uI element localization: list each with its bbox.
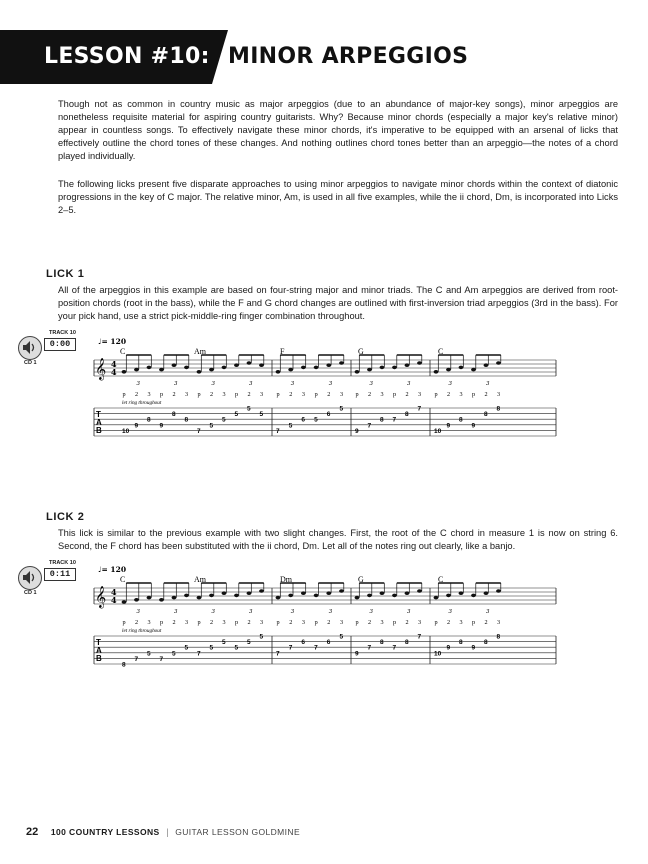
tab-fret-number: 7	[367, 422, 372, 430]
tab-clef-letter: T	[96, 638, 101, 647]
chord-symbol: C	[438, 575, 444, 584]
let-ring-instruction: let ring throughout	[122, 400, 162, 406]
picking-mark: p	[122, 619, 126, 626]
tab-fret-number: 9	[471, 422, 476, 430]
note-head	[147, 596, 152, 600]
tab-fret-number: 8	[122, 661, 126, 669]
picking-mark: 3	[380, 619, 384, 626]
tab-fret-number: 5	[147, 650, 151, 658]
page-number: 22	[26, 826, 39, 838]
note-head	[276, 596, 281, 600]
picking-mark: 3	[497, 619, 501, 626]
tab-clef-letter: A	[96, 418, 102, 427]
triplet-number: 3	[486, 609, 490, 615]
note-head	[484, 363, 489, 367]
tab-fret-number: 5	[222, 416, 226, 424]
note-head	[184, 594, 189, 598]
tab-fret-number: 5	[259, 411, 264, 419]
note-head	[367, 594, 372, 598]
picking-mark: 2	[368, 619, 372, 626]
tab-fret-number: 9	[355, 427, 359, 435]
tab-fret-number: 9	[355, 650, 359, 658]
tab-fret-number: 5	[184, 644, 189, 652]
triplet-number: 3	[486, 381, 490, 387]
note-head	[405, 591, 410, 595]
note-head	[234, 363, 239, 367]
picking-mark: 3	[459, 391, 463, 398]
lesson-title-bar	[0, 30, 648, 84]
picking-mark: p	[276, 619, 280, 626]
picking-mark: p	[122, 391, 126, 398]
note-head	[288, 368, 293, 372]
triplet-number: 3	[328, 381, 333, 387]
note-head	[417, 361, 422, 365]
picking-mark: p	[472, 391, 476, 398]
tab-fret-number: 5	[339, 633, 344, 641]
tab-fret-number: 9	[159, 422, 164, 430]
tab-fret-number: 7	[276, 650, 280, 658]
chord-symbol: C	[120, 347, 126, 356]
note-head	[247, 591, 252, 595]
tab-fret-number: 7	[276, 427, 280, 435]
note-head	[147, 366, 152, 370]
let-ring-instruction: let ring throughout	[122, 628, 162, 634]
note-head	[434, 370, 439, 374]
picking-mark: 3	[497, 391, 501, 398]
tab-fret-number: 5	[259, 633, 264, 641]
lick-1-notation	[86, 334, 626, 446]
picking-mark: 2	[247, 619, 251, 626]
note-head	[259, 363, 264, 367]
triplet-number: 3	[174, 381, 178, 387]
picking-mark: 2	[484, 619, 488, 626]
picking-mark: p	[235, 619, 239, 626]
track-label: TRACK 10	[49, 560, 76, 566]
picking-mark: 2	[210, 391, 214, 398]
note-head	[301, 591, 306, 595]
picking-mark: p	[197, 391, 201, 398]
note-head	[392, 366, 397, 370]
treble-clef: 𝄞	[95, 358, 107, 380]
picking-mark: 2	[368, 391, 372, 398]
picking-mark: 3	[418, 391, 422, 398]
time-signature-bottom: 4	[111, 367, 117, 377]
picking-mark: p	[276, 391, 280, 398]
tab-fret-number: 8	[484, 639, 488, 647]
picking-mark: 3	[147, 391, 151, 398]
tab-fret-number: 8	[459, 416, 463, 424]
picking-mark: 2	[172, 619, 176, 626]
picking-mark: p	[355, 619, 359, 626]
picking-mark: 3	[418, 619, 422, 626]
triplet-number: 3	[407, 609, 411, 615]
note-head	[392, 594, 397, 598]
book-title: GUITAR LESSON GOLDMINE	[175, 827, 301, 837]
note-head	[326, 591, 331, 595]
picking-mark: p	[160, 619, 164, 626]
tab-fret-number: 7	[159, 655, 164, 663]
chord-symbol: Am	[194, 575, 206, 584]
picking-mark: p	[314, 619, 318, 626]
picking-mark: 2	[289, 619, 293, 626]
note-head	[222, 591, 227, 595]
tab-fret-number: 5	[247, 405, 251, 413]
picking-mark: 3	[301, 619, 305, 626]
picking-mark: 2	[327, 391, 331, 398]
intro-paragraph-2: The following licks present five disparate approaches to using minor arpeggios to navigate minor chords within the context of diatonic progressions in the key of C major. The relative minor, Am, is used in all five examples, while the ii chord, Dm, is incorporated into Licks 2–5.	[58, 179, 618, 215]
triplet-number: 3	[290, 381, 295, 387]
tab-fret-number: 10	[434, 427, 442, 435]
picking-mark: 2	[289, 391, 293, 398]
tab-fret-number: 9	[134, 422, 139, 430]
tab-fret-number: 7	[288, 644, 293, 652]
picking-mark: 3	[340, 391, 344, 398]
picking-mark: 2	[210, 619, 214, 626]
note-head	[459, 366, 464, 370]
tab-fret-number: 8	[380, 639, 384, 647]
picking-mark: 2	[405, 391, 409, 398]
picking-mark: 3	[147, 619, 151, 626]
picking-mark: p	[472, 619, 476, 626]
picking-mark: 2	[447, 619, 451, 626]
note-head	[134, 368, 139, 372]
note-head	[484, 591, 489, 595]
picking-mark: 2	[447, 391, 451, 398]
picking-mark: 3	[459, 619, 463, 626]
chord-symbol: F	[280, 347, 285, 356]
note-head	[209, 368, 214, 372]
note-head	[301, 366, 306, 370]
tab-fret-number: 8	[405, 639, 409, 647]
tab-fret-number: 7	[314, 644, 318, 652]
tab-fret-number: 5	[247, 639, 251, 647]
tab-fret-number: 6	[301, 639, 306, 647]
tab-fret-number: 9	[471, 644, 476, 652]
tab-fret-number: 7	[197, 650, 201, 658]
triplet-number: 3	[249, 381, 253, 387]
lick-2-notation	[86, 562, 626, 674]
note-head	[355, 596, 360, 600]
note-head	[172, 596, 177, 600]
tab-fret-number: 8	[496, 633, 501, 641]
tab-fret-number: 8	[459, 639, 463, 647]
lick-2-text: This lick is similar to the previous example with two slight changes. First, the root of the C chord in measure 1 is now on string 6. Second, the F chord has been substituted with the ii chord, Dm. Let all of the notes ring out clearly, like a banjo.	[58, 528, 618, 551]
picking-mark: 3	[185, 619, 189, 626]
triplet-number: 3	[407, 381, 411, 387]
note-head	[259, 589, 264, 593]
tab-fret-number: 7	[417, 405, 422, 413]
triplet-number: 3	[136, 609, 140, 615]
tab-fret-number: 9	[446, 422, 451, 430]
note-head	[159, 598, 164, 602]
picking-mark: 3	[380, 391, 384, 398]
chord-symbol: Dm	[280, 575, 292, 584]
tab-fret-number: 5	[209, 644, 214, 652]
note-head	[417, 589, 422, 593]
note-head	[209, 594, 214, 598]
tab-clef-letter: B	[96, 426, 102, 435]
triplet-number: 3	[174, 609, 178, 615]
note-head	[496, 361, 501, 365]
picking-mark: 3	[340, 619, 344, 626]
picking-mark: 2	[135, 391, 139, 398]
note-head	[276, 370, 281, 374]
cd-label: CD 1	[24, 360, 37, 366]
note-head	[314, 594, 319, 598]
track-time: 0:00	[44, 338, 76, 351]
tab-fret-number: 5	[234, 644, 239, 652]
note-head	[367, 368, 372, 372]
picking-mark: 3	[222, 619, 226, 626]
triplet-number: 3	[448, 609, 452, 615]
intro-paragraph-1: Though not as common in country music as major arpeggios (due to an abundance of major-key songs), minor arpeggios are nonetheless requisite material for aspiring country guitarists. Why? Because minor chords (especially a major key's relative minor) appear in countless songs. To effectively navigate these minor chords, it's imperative to be equipped with an arsenal of licks that effectively outline the chord tones of these changes. And nothing outlines chord tones better than an arpeggio—the notes of a chord played individually.	[58, 99, 618, 161]
tab-fret-number: 5	[314, 416, 318, 424]
note-head	[496, 589, 501, 593]
tab-fret-number: 7	[392, 644, 397, 652]
note-head	[222, 366, 227, 370]
note-head	[134, 598, 139, 602]
tab-fret-number: 5	[172, 650, 176, 658]
tab-fret-number: 8	[380, 416, 384, 424]
tab-fret-number: 7	[392, 416, 397, 424]
note-head	[471, 368, 476, 372]
picking-mark: 2	[484, 391, 488, 398]
tab-clef-letter: T	[96, 410, 101, 419]
tab-fret-number: 7	[417, 633, 422, 641]
lesson-title: MINOR ARPEGGIOS	[228, 44, 469, 69]
chord-symbol: Am	[194, 347, 206, 356]
picking-mark: 2	[405, 619, 409, 626]
triplet-number: 3	[448, 381, 452, 387]
chord-symbol: G	[358, 575, 364, 584]
picking-mark: p	[355, 391, 359, 398]
tab-fret-number: 8	[484, 411, 488, 419]
picking-mark: p	[160, 391, 164, 398]
note-head	[288, 594, 293, 598]
series-title: 100 COUNTRY LESSONS	[50, 827, 160, 837]
speaker-icon[interactable]	[18, 566, 42, 590]
triplet-number: 3	[369, 381, 373, 387]
note-head	[339, 361, 344, 365]
tab-fret-number: 5	[234, 411, 239, 419]
footer-separator: |	[166, 827, 169, 837]
note-head	[197, 370, 202, 374]
tab-fret-number: 6	[326, 411, 331, 419]
time-signature-bottom: 4	[111, 595, 117, 605]
note-head	[122, 370, 127, 374]
lick-2-heading: LICK 2	[46, 511, 85, 523]
note-head	[446, 594, 451, 598]
note-head	[434, 596, 439, 600]
note-head	[355, 370, 360, 374]
tab-fret-number: 10	[122, 427, 130, 435]
picking-mark: p	[434, 619, 438, 626]
triplet-number: 3	[249, 609, 253, 615]
picking-mark: p	[197, 619, 201, 626]
note-head	[234, 594, 239, 598]
triplet-number: 3	[369, 609, 373, 615]
tab-fret-number: 8	[496, 405, 501, 413]
note-head	[471, 594, 476, 598]
note-head	[247, 361, 252, 365]
tab-fret-number: 6	[326, 639, 331, 647]
note-head	[380, 591, 385, 595]
note-head	[314, 366, 319, 370]
tab-fret-number: 8	[184, 416, 189, 424]
chord-symbol: C	[120, 575, 126, 584]
note-head	[446, 368, 451, 372]
tab-fret-number: 8	[172, 411, 176, 419]
note-head	[459, 591, 464, 595]
time-signature-top: 4	[111, 359, 117, 369]
picking-mark: 3	[222, 391, 226, 398]
tab-fret-number: 5	[339, 405, 344, 413]
time-signature-top: 4	[111, 587, 117, 597]
tab-fret-number: 7	[367, 644, 372, 652]
tab-fret-number: 7	[197, 427, 201, 435]
picking-mark: 3	[301, 391, 305, 398]
tab-fret-number: 5	[288, 422, 293, 430]
note-head	[184, 366, 189, 370]
note-head	[380, 366, 385, 370]
picking-mark: 2	[247, 391, 251, 398]
chord-symbol: G	[358, 347, 364, 356]
note-head	[172, 363, 177, 367]
tab-fret-number: 8	[405, 411, 409, 419]
picking-mark: 2	[172, 391, 176, 398]
picking-mark: 3	[260, 391, 264, 398]
tab-fret-number: 5	[209, 422, 214, 430]
tab-clef-letter: A	[96, 646, 102, 655]
chord-symbol: C	[438, 347, 444, 356]
track-label: TRACK 10	[49, 330, 76, 336]
note-head	[326, 363, 331, 367]
triplet-number: 3	[136, 381, 140, 387]
lick-2-audio-track[interactable]	[16, 560, 76, 606]
lick-1-heading: LICK 1	[46, 268, 85, 280]
picking-mark: 3	[185, 391, 189, 398]
note-head	[122, 600, 127, 604]
note-head	[405, 363, 410, 367]
lesson-number: LESSON #10:	[0, 30, 212, 84]
picking-mark: 3	[260, 619, 264, 626]
picking-mark: p	[434, 391, 438, 398]
tab-clef-letter: B	[96, 654, 102, 663]
treble-clef: 𝄞	[95, 586, 107, 608]
note-head	[339, 589, 344, 593]
picking-mark: p	[235, 391, 239, 398]
note-head	[159, 368, 164, 372]
speaker-icon[interactable]	[18, 336, 42, 360]
track-time: 0:11	[44, 568, 76, 581]
page-footer	[26, 826, 300, 838]
triplet-number: 3	[211, 609, 215, 615]
tempo-marking: ♩= 120	[98, 565, 127, 574]
tab-fret-number: 8	[147, 416, 151, 424]
tab-fret-number: 7	[134, 655, 139, 663]
cd-label: CD 1	[24, 590, 37, 596]
picking-mark: 2	[327, 619, 331, 626]
picking-mark: p	[393, 619, 397, 626]
triplet-number: 3	[328, 609, 333, 615]
note-head	[197, 596, 202, 600]
picking-mark: p	[393, 391, 397, 398]
tab-fret-number: 5	[222, 639, 226, 647]
tab-fret-number: 10	[434, 650, 442, 658]
picking-mark: 2	[135, 619, 139, 626]
tempo-marking: ♩= 120	[98, 337, 127, 346]
picking-mark: p	[314, 391, 318, 398]
lick-1-text: All of the arpeggios in this example are based on four-string major and minor triads. The C and Am arpeggios are derived from root-position chords (root in the bass), while the F and G chord changes are outlined with first-inversion triad arpeggios (3rd in the bass). For your pick hand, use a strict pick-middle-ring finger combination throughout.	[58, 285, 618, 321]
triplet-number: 3	[211, 381, 215, 387]
triplet-number: 3	[290, 609, 295, 615]
tab-fret-number: 9	[446, 644, 451, 652]
lick-1-audio-track[interactable]	[16, 330, 76, 376]
tab-fret-number: 6	[301, 416, 306, 424]
